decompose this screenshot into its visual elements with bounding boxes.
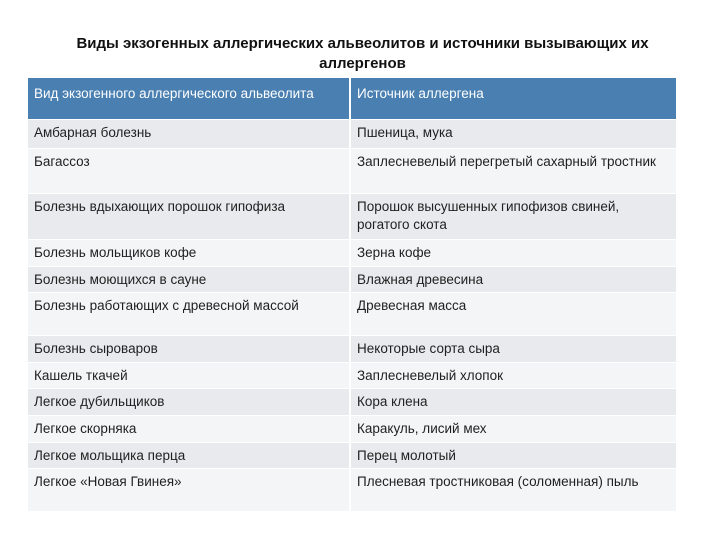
cell-alveolitis-type: Болезнь работающих с древесной массой (28, 293, 350, 336)
table-row (28, 240, 676, 267)
cell-allergen-source: Каракуль, лисий мех (350, 416, 676, 443)
column-header-alveolitis-type: Вид экзогенного аллергического альвеолита (28, 78, 350, 120)
table-row (28, 194, 676, 240)
table-row (28, 416, 676, 443)
cell-alveolitis-type: Кашель ткачей (28, 363, 350, 389)
cell-alveolitis-type: Легкое мольщика перца (28, 443, 350, 469)
cell-allergen-source: Перец молотый (350, 443, 676, 469)
cell-alveolitis-type: Болезнь вдыхающих порошок гипофиза (28, 194, 350, 240)
table-row (28, 267, 676, 293)
table-row (28, 363, 676, 389)
cell-allergen-source: Некоторые сорта сыра (350, 336, 676, 363)
cell-allergen-source: Зерна кофе (350, 240, 676, 267)
cell-allergen-source: Пшеница, мука (350, 120, 676, 149)
cell-alveolitis-type: Болезнь моющихся в сауне (28, 267, 350, 293)
cell-alveolitis-type: Легкое дубильщиков (28, 389, 350, 416)
cell-allergen-source: Кора клена (350, 389, 676, 416)
cell-allergen-source: Заплесневелый хлопок (350, 363, 676, 389)
cell-alveolitis-type: Багассоз (28, 149, 350, 194)
table-header-row (28, 78, 676, 120)
table-row (28, 469, 676, 511)
cell-alveolitis-type: Болезнь сыроваров (28, 336, 350, 363)
table-row (28, 149, 676, 194)
table-row (28, 443, 676, 469)
allergen-table (28, 78, 676, 511)
cell-allergen-source: Порошок высушенных гипофизов свиней, рогатого скота (350, 194, 676, 240)
table-row (28, 389, 676, 416)
cell-alveolitis-type: Легкое «Новая Гвинея» (28, 469, 350, 511)
cell-allergen-source: Заплесневелый перегретый сахарный тростник (350, 149, 676, 194)
cell-alveolitis-type: Амбарная болезнь (28, 120, 350, 149)
cell-allergen-source: Древесная масса (350, 293, 676, 336)
table-row (28, 120, 676, 149)
cell-alveolitis-type: Болезнь мольщиков кофе (28, 240, 350, 267)
column-header-allergen-source: Источник аллергена (350, 78, 676, 120)
cell-allergen-source: Влажная древесина (350, 267, 676, 293)
cell-allergen-source: Плесневая тростниковая (соломенная) пыль (350, 469, 676, 511)
table-row (28, 336, 676, 363)
table-row (28, 293, 676, 336)
page-title: Виды экзогенных аллергических альвеолитов и источники вызывающих их аллергенов (76, 35, 649, 72)
cell-alveolitis-type: Легкое скорняка (28, 416, 350, 443)
